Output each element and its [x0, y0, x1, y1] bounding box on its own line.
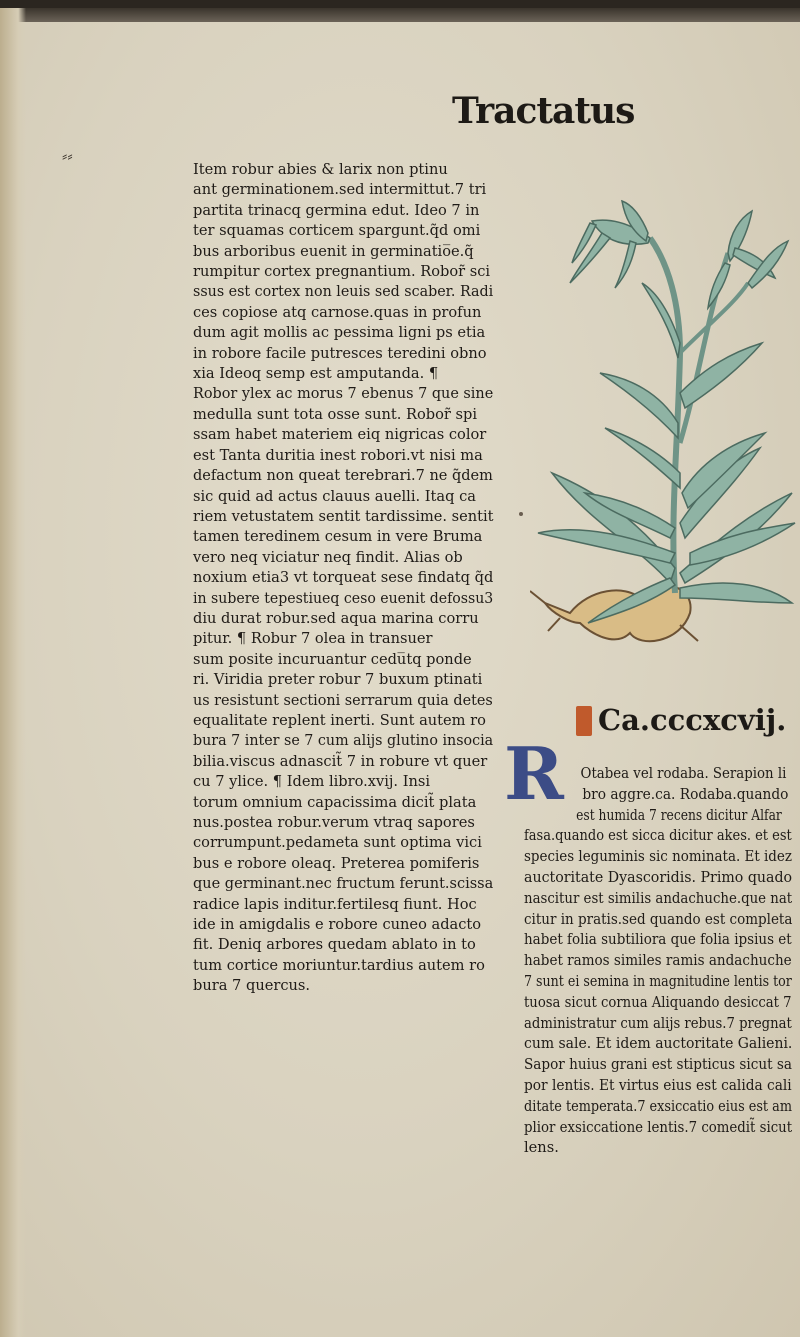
- text-line: bilia.viscus adnascit̃ 7 in robure vt quer: [193, 752, 488, 770]
- text-line: fit. Deniq arbores quedam ablato in to: [193, 936, 476, 954]
- ink-spot: [519, 512, 523, 516]
- text-line: sic quid ad actus clauus auelli. Itaq ca: [193, 487, 476, 505]
- text-line: plior exsiccatione lentis.7 comedit̃ sicut: [524, 1118, 793, 1136]
- plant-illustration: [530, 193, 800, 663]
- text-line: auctoritate Dyascoridis. Primo quado: [524, 868, 793, 886]
- text-line: Otabea vel rodaba. Serapion li: [580, 765, 787, 782]
- running-header: Tractatus: [452, 90, 635, 132]
- text-line: pitur. ¶ Robur 7 olea in transuer: [193, 630, 433, 648]
- text-line: bus e robore oleaq. Preterea pomiferis: [193, 854, 480, 872]
- text-line: ssus est cortex non leuis sed scaber. Radi: [193, 283, 494, 301]
- text-line: equalitate replent inerti. Sunt autem ro: [193, 711, 486, 729]
- text-line: nus.postea robur.verum vtraq sapores: [193, 814, 475, 831]
- text-line: rumpitur cortex pregnantium. Robor̃ sci: [193, 263, 491, 281]
- text-line: bura 7 inter se 7 cum alijs glutino insocia: [193, 732, 494, 750]
- text-line: habet folia subtiliora que folia ipsius et: [524, 931, 792, 949]
- text-line: xia Ideoq semp est amputanda. ¶: [193, 365, 439, 383]
- text-line: sum posite incuruantur cedu̅tq ponde: [193, 650, 472, 668]
- text-line: ri. Viridia preter robur 7 buxum ptinati: [193, 671, 483, 689]
- text-line: defactum non queat terebrari.7 ne q̃dem: [193, 467, 493, 485]
- text-line: administratur cum alijs rebus.7 pregnat: [524, 1014, 792, 1032]
- text-line: Sapor huius grani est stipticus sicut sa: [524, 1056, 792, 1074]
- text-line: fasa.quando est sicca dicitur akes. et est: [524, 827, 792, 845]
- text-line: citur in pratis.sed quando est completa: [524, 910, 793, 928]
- text-line: Robor ylex ac morus 7 ebenus 7 que sine: [193, 385, 494, 403]
- left-text-column: [193, 160, 493, 997]
- text-line: us resistunt sectioni serrarum quia detes: [193, 691, 493, 709]
- text-line: 7 sunt ei semina in magnitudine lentis tor: [524, 972, 792, 990]
- right-text-column: [524, 764, 792, 1159]
- text-line: cum sale. Et idem auctoritate Galieni.: [524, 1035, 793, 1053]
- text-line: tamen teredinem cesum in vere Bruma: [193, 528, 483, 546]
- text-line: Item robur abies & larix non ptinu: [193, 161, 448, 178]
- book-page: [0, 8, 800, 1337]
- text-line: ditate temperata.7 exsiccatio eius est am: [524, 1097, 792, 1115]
- text-line: ssam habet materiem eiq nigricas color: [193, 426, 487, 444]
- text-line: habet ramos similes ramis andachuche: [524, 952, 792, 970]
- text-line: nascitur est similis andachuche.que nat: [524, 889, 793, 907]
- chapter-number: Ca.cccxcvij.: [598, 703, 787, 737]
- text-line: ant germinationem.sed intermittut.7 tri: [193, 181, 487, 199]
- text-line: in robore facile putresces teredini obno: [193, 344, 487, 362]
- text-line: que germinant.nec fructum ferunt.scissa: [193, 875, 494, 893]
- text-line: medulla sunt tota osse sunt. Robor̃ spi: [193, 405, 478, 423]
- text-line: partita trinacq germina edut. Ideo 7 in: [193, 201, 480, 219]
- text-line: cu 7 ylice. ¶ Idem libro.xvij. Insi: [193, 773, 431, 791]
- text-line: ces copiose atq carnose.quas in profun: [193, 303, 482, 321]
- text-line: vero neq viciatur neq findit. Alias ob: [193, 548, 463, 566]
- text-line: dum agit mollis ac pessima ligni ps etia: [193, 324, 486, 342]
- text-line: species leguminis sic nominata. Et idez: [524, 848, 792, 866]
- text-line: tuosa sicut cornua Aliquando desiccat 7: [524, 993, 792, 1011]
- text-line: tum cortice moriuntur.tardius autem ro: [193, 956, 485, 974]
- text-line: in subere tepestiueq ceso euenit defossu3: [193, 589, 494, 607]
- text-line: noxium etia3 vt torqueat sese findatq q̃d: [193, 569, 494, 587]
- text-line: ide in amigdalis e robore cuneo adacto: [193, 916, 482, 934]
- text-line: ter squamas corticem spargunt.q̃d omi: [193, 222, 481, 240]
- margin-mark: ⸗⸗: [62, 146, 73, 165]
- text-line: bus arboribus euenit in germinatio̅e.q̃: [193, 242, 474, 260]
- text-line: radice lapis inditur.fertilesq fiunt. Hoc: [193, 895, 477, 913]
- text-line: riem vetustatem sentit tardissime. sentit: [193, 507, 494, 525]
- page-gutter-edge: [0, 8, 26, 1337]
- text-line: torum omnium capacissima dicit̃ plata: [193, 793, 477, 811]
- text-line: por lentis. Et virtus eius est calida cali: [524, 1076, 792, 1094]
- text-line: lens.: [524, 1139, 559, 1157]
- paragraph-mark-icon: [576, 706, 592, 736]
- text-line: est Tanta duritia inest robori.vt nisi ma: [193, 446, 483, 464]
- text-line: bro aggre.ca. Rodaba.quando: [582, 785, 789, 803]
- text-line: diu durat robur.sed aqua marina corru: [193, 609, 479, 627]
- chapter-heading: [576, 703, 786, 737]
- text-line: corrumpunt.pedameta sunt optima vici: [193, 834, 482, 852]
- decorated-initial: R: [504, 731, 564, 816]
- page-top-edge: [0, 8, 800, 22]
- text-line: est humida 7 recens dicitur Alfar: [576, 806, 782, 824]
- text-line: bura 7 quercus.: [193, 977, 311, 995]
